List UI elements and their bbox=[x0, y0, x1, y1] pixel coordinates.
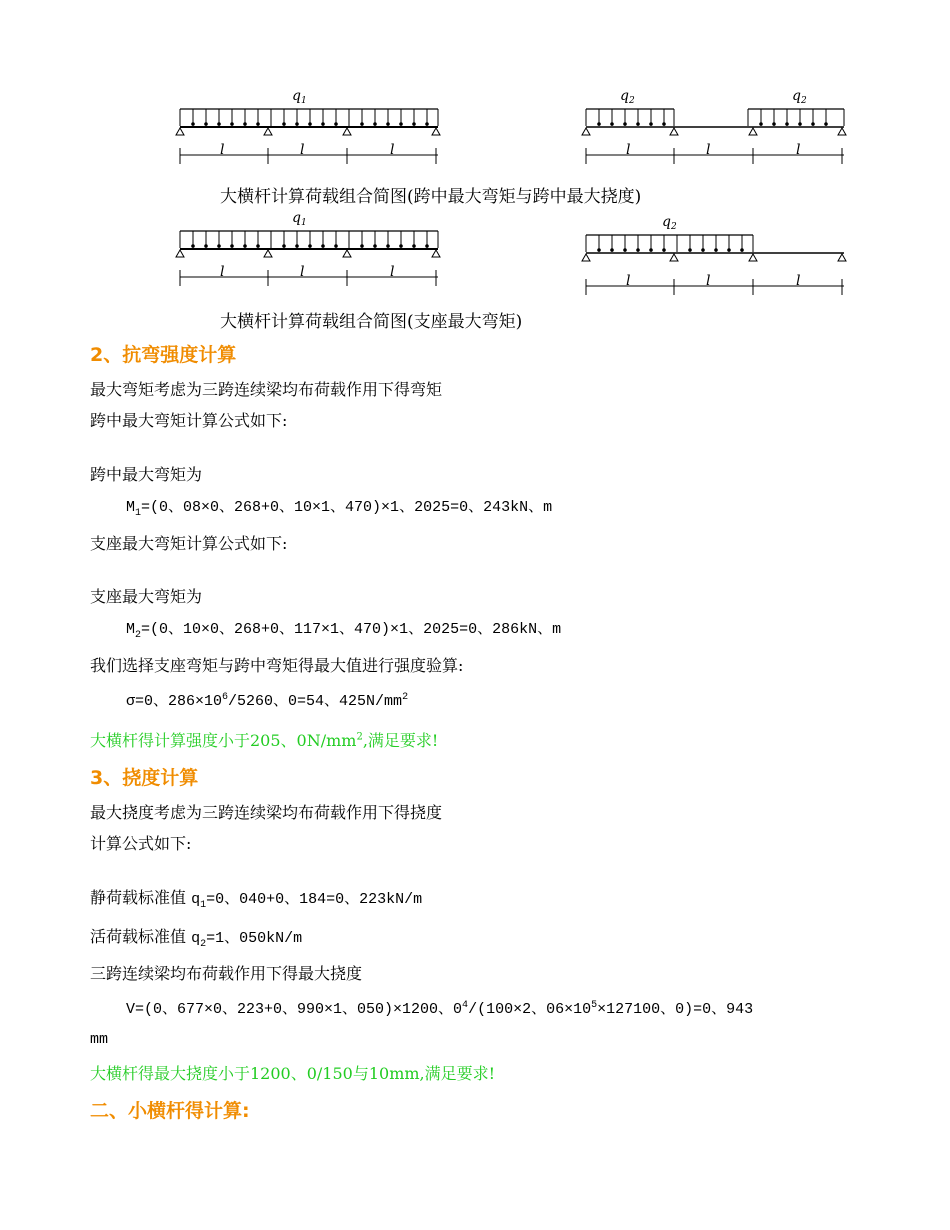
text-line: 三跨连续梁均布荷载作用下得最大挠度 bbox=[90, 964, 363, 983]
check-result-strength: 大横杆得计算强度小于205、$0N/mm^2$,满足要求! bbox=[90, 731, 439, 750]
text-line: 计算公式如下: bbox=[90, 834, 192, 853]
text-line: 最大挠度考虑为三跨连续梁均布荷载作用下得挠度 bbox=[90, 803, 443, 822]
beam-diagram-full-load-1 bbox=[172, 84, 447, 174]
formula-deflection: V=(0、677×0、223+0、990×1、050)×1200、$0^4/(100\times 2$、$06\times 10^5\times 127100$、0)=0、943 bbox=[126, 1000, 754, 1018]
formula-deflection-unit: mm bbox=[90, 1031, 109, 1048]
load-label-q1: $q_1$ bbox=[292, 88, 307, 106]
svg-text:l: l bbox=[300, 142, 305, 158]
text-line: 跨中最大弯矩为 bbox=[90, 465, 203, 484]
formula-m1: $M_1=(0$、08×0、268+0、10×1、470)×1、2025=0、243kN、m bbox=[126, 499, 553, 519]
svg-text:l: l bbox=[220, 142, 225, 158]
svg-text:l: l bbox=[626, 142, 631, 158]
svg-text:l: l bbox=[796, 273, 801, 289]
text-line: 支座最大弯矩为 bbox=[90, 587, 203, 606]
svg-text:l: l bbox=[390, 142, 395, 158]
section-heading-bending-strength: 2、抗弯强度计算 bbox=[90, 344, 237, 366]
svg-text:l: l bbox=[626, 273, 631, 289]
svg-text:q2: $q_2$ bbox=[662, 214, 677, 232]
svg-text:q1: $q_1$ bbox=[292, 210, 307, 228]
section-heading-deflection: 3、挠度计算 bbox=[90, 767, 199, 789]
text-line: 最大弯矩考虑为三跨连续梁均布荷载作用下得弯矩 bbox=[90, 380, 443, 399]
beam-diagram-two-span-load bbox=[578, 206, 853, 306]
svg-text:l: l bbox=[796, 142, 801, 158]
svg-text:l: l bbox=[390, 264, 395, 280]
formula-m2: $M_2=(0$、10×0、268+0、117×1、470)×1、2025=0、286kN、m bbox=[126, 621, 562, 641]
svg-text:l: l bbox=[300, 264, 305, 280]
dead-load-line: 静荷载标准值 $q_1=0$、040+0、184=0、223kN/m bbox=[90, 888, 423, 911]
beam-diagram-full-load-2 bbox=[172, 206, 447, 296]
svg-text:l: l bbox=[220, 264, 225, 280]
svg-text:l: l bbox=[706, 273, 711, 289]
section-heading-small-crossbar: 二、小横杆得计算: bbox=[90, 1100, 250, 1122]
svg-text:l: l bbox=[706, 142, 711, 158]
supports bbox=[176, 128, 440, 135]
beam-diagram-alternate-load bbox=[578, 84, 853, 174]
formula-sigma: σ=0、$286\times 10^6/5260$、0=54、$425N/mm^2$ bbox=[126, 692, 409, 710]
text-line: 支座最大弯矩计算公式如下: bbox=[90, 534, 288, 553]
live-load-line: 活荷载标准值 $q_2=1$、050kN/m bbox=[90, 927, 303, 950]
diagram-caption-1: 大横杆计算荷载组合简图(跨中最大弯矩与跨中最大挠度) bbox=[220, 187, 642, 207]
svg-text:q2: $q_2$ bbox=[792, 88, 807, 106]
diagram-caption-2: 大横杆计算荷载组合简图(支座最大弯矩) bbox=[220, 312, 523, 332]
check-result-deflection: 大横杆得最大挠度小于1200、0/150与10mm,满足要求! bbox=[90, 1064, 496, 1083]
svg-text:q2: $q_2$ bbox=[620, 88, 635, 106]
text-line: 我们选择支座弯矩与跨中弯矩得最大值进行强度验算: bbox=[90, 656, 464, 675]
text-line: 跨中最大弯矩计算公式如下: bbox=[90, 411, 288, 430]
